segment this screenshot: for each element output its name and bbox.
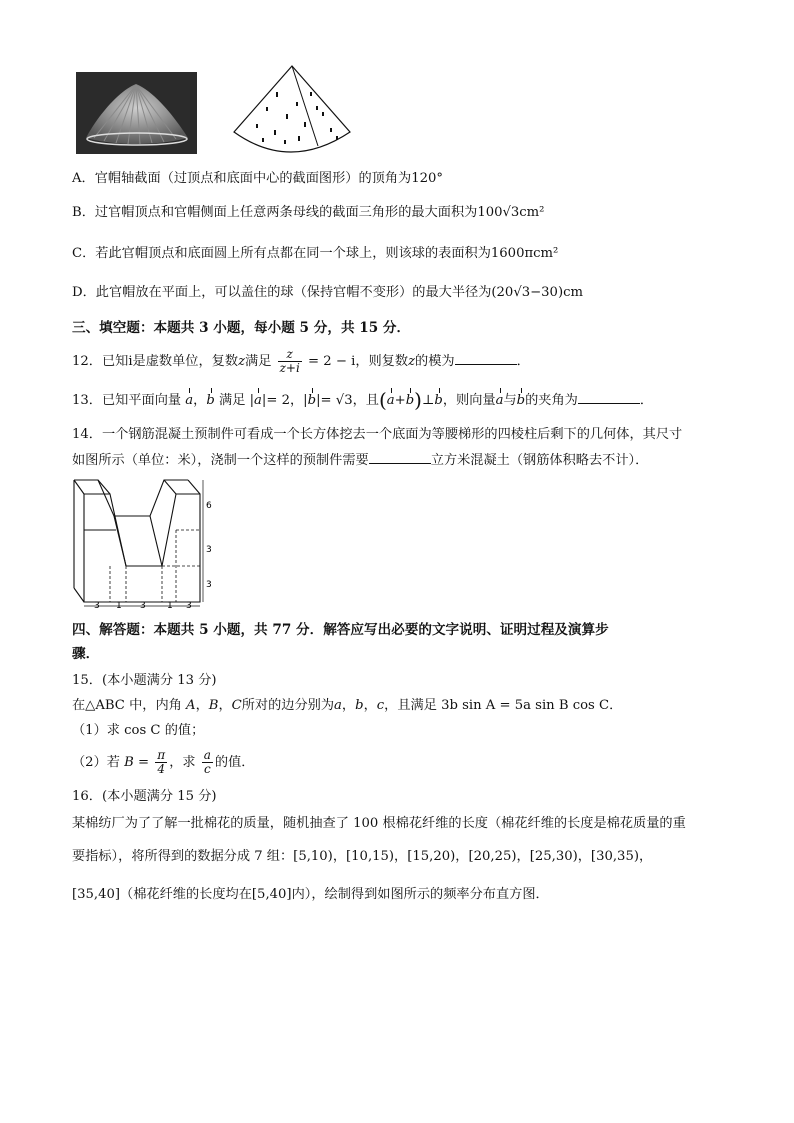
section-3-heading: 三、填空题：本题共 3 小题，每小题 5 分，共 15 分．: [72, 320, 411, 336]
question-16-head: 16．(本小题满分 15 分): [72, 789, 217, 804]
dim-base-4: 1: [167, 601, 173, 610]
section-4-heading-line1: 四、解答题：本题共 5 小题，共 77 分．解答应写出必要的文字说明、证明过程及演算步: [72, 622, 609, 638]
option-b-value: 100√3cm²: [477, 205, 545, 220]
option-c-value: 1600πcm²: [490, 246, 559, 261]
question-15-line1: 在△ABC 中，内角 A，B，C所对的边分别为a，b，c，且满足 3b sin A = 5a sin B cos C．: [72, 698, 623, 713]
question-13: 13．已知平面向量 a，b 满足 |a|= 2，|b|= √3，且(a+b)⊥b，则向量a与b的夹角为 ．: [72, 388, 654, 412]
dim-base-1: 3: [94, 601, 100, 610]
question-12: 12．已知i是虚数单位，复数z满足 $\frac{z}{z+i}$ = 2 − i，则复数z的模为 ．: [72, 347, 530, 375]
question-14-line2: 如图所示（单位：米），浇制一个这样的预制件需要 立方米混凝土（钢筋体积略去不计）．: [72, 453, 649, 468]
question-15-part2: （2）若 B = $\frac{\pi}{4}$ ，求 $\frac{a}{c}$ 的值．: [72, 748, 255, 776]
section-4-heading-line2: 骤．: [72, 646, 100, 662]
answer-blank[interactable]: [578, 391, 640, 404]
prefab-figure: [70, 476, 220, 610]
question-16-line2: 要指标），将所得到的数据分成 7 组：[5,10)，[10,15)，[15,20)，[20,25)，[25,30)，[30,35)，: [72, 849, 653, 864]
option-b: B．过官帽顶点和官帽侧面上任意两条母线的截面三角形的最大面积为100√3cm²: [72, 205, 545, 220]
dim-base-3: 3: [140, 601, 146, 610]
hat-photo: [76, 72, 197, 154]
dim-height-3b: 3: [206, 580, 212, 590]
cone-figure: [226, 62, 354, 158]
dim-height-6: 6: [206, 501, 212, 511]
question-15-head: 15．(本小题满分 13 分): [72, 673, 217, 688]
answer-blank[interactable]: [455, 352, 517, 365]
dim-height-3a: 3: [206, 545, 212, 555]
question-16-line1: 某棉纺厂为了了解一批棉花的质量，随机抽查了 100 根棉花纤维的长度（棉花纤维的长度是棉花质量的重: [72, 816, 686, 831]
option-a: A．官帽轴截面（过顶点和底面中心的截面图形）的顶角为120°: [72, 171, 443, 186]
option-c: C．若此官帽顶点和底面圆上所有点都在同一个球上，则该球的表面积为1600πcm²: [72, 246, 559, 261]
question-15-part1: （1）求 cos C 的值；: [72, 723, 205, 738]
answer-blank[interactable]: [369, 451, 431, 464]
question-14-line1: 14．一个钢筋混凝土预制件可看成一个长方体挖去一个底面为等腰梯形的四棱柱后剩下的几何体，其尺寸: [72, 427, 683, 442]
question-16-line3: [35,40]（棉花纤维的长度均在[5,40]内），绘制得到如图所示的频率分布直方图．: [72, 887, 549, 902]
option-d-value: (20√3−30)cm: [491, 285, 583, 300]
dim-base-2: 1: [116, 601, 122, 610]
q12-fraction: $\frac{z}{z+i}$: [279, 347, 300, 375]
option-d: D．此官帽放在平面上，可以盖住的球（保持官帽不变形）的最大半径为(20√3−30)cm: [72, 285, 583, 300]
dim-base-5: 3: [186, 601, 192, 610]
